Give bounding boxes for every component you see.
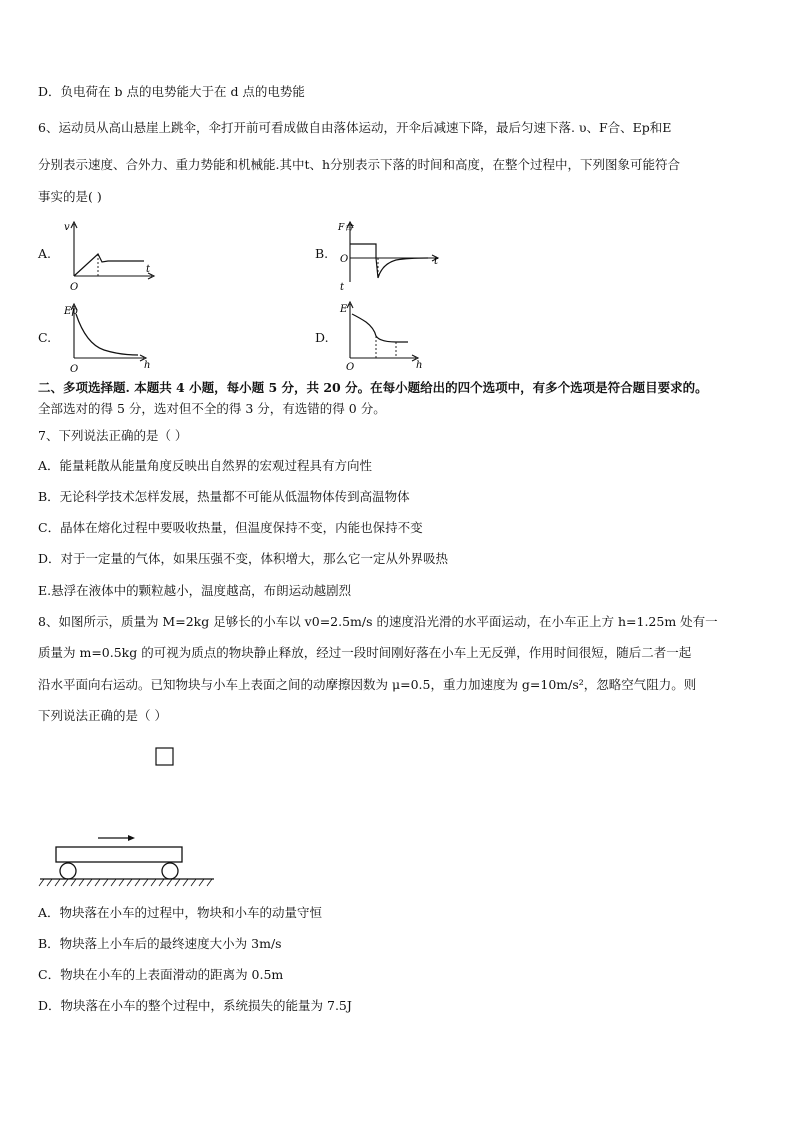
q6-graph-b-ylabel: F合 (338, 223, 354, 233)
q8-stem-line3: 沿水平面向右运动。已知物块与小车上表面之间的动摩擦因数为 μ=0.5，重力加速度为 g=10m/s²，忽略空气阻力。则 (38, 677, 697, 692)
q8-option-b: B．物块落上小车后的最终速度大小为 3m/s (38, 936, 282, 951)
q6-graph-c-origin: O (70, 364, 79, 375)
cart-wheel-left (60, 863, 76, 879)
q6-graph-c (60, 300, 160, 375)
q6-graph-b-origin: O (340, 254, 349, 265)
q6-graph-d-origin: O (346, 362, 355, 373)
q8-cart-diagram (36, 740, 226, 890)
q6-graph-a-xlabel: t (146, 264, 151, 275)
q7-option-c: C．晶体在熔化过程中要吸收热量，但温度保持不变，内能也保持不变 (38, 520, 423, 535)
q8-option-a: A．物块落在小车的过程中，物块和小车的动量守恒 (38, 905, 323, 920)
q7-option-b: B．无论科学技术怎样发展，热量都不可能从低温物体传到高温物体 (38, 489, 410, 504)
cart-wheel-right (162, 863, 178, 879)
q7-stem: 7、下列说法正确的是（ ） (38, 428, 188, 443)
q8-stem-line2: 质量为 m=0.5kg 的可视为质点的物块静止释放，经过一段时间刚好落在小车上无反弹，作用时间很短，随后二者一起 (38, 645, 692, 660)
q6-graph-c-xlabel: h (144, 360, 151, 371)
q6-option-b-label: B. (315, 246, 329, 261)
q6-option-c-label: C. (38, 330, 52, 345)
q6-graph-b (336, 220, 446, 292)
cart-body (56, 847, 182, 862)
q6-stem-line2: 分别表示速度、合外力、重力势能和机械能.其中t、h分别表示下落的时间和高度，在整个过程中，下列图象可能符合 (38, 157, 681, 172)
q6-graph-d-ylabel: E (340, 304, 348, 315)
section2-heading-line2: 全部选对的得 5 分，选对但不全的得 3 分，有选错的得 0 分。 (38, 401, 386, 416)
q6-option-d-label: D. (315, 330, 329, 345)
q6-graph-d-xlabel: h (416, 360, 423, 371)
q6-graph-a-origin: O (70, 282, 79, 293)
q7-option-a: A．能量耗散从能量角度反映出自然界的宏观过程具有方向性 (38, 458, 373, 473)
q6-graph-c-ylabel: Ep (64, 306, 78, 317)
q6-stem-line1: 6、运动员从高山悬崖上跳伞，伞打开前可看成做自由落体运动，开伞后减速下降，最后匀速下落. υ、F合、Ep和E (38, 120, 672, 135)
q5-option-d: D．负电荷在 b 点的电势能大于在 d 点的电势能 (38, 84, 305, 99)
q6-graph-a (60, 218, 160, 293)
q6-graph-b-extra: t (340, 282, 345, 293)
falling-block (156, 748, 173, 765)
q8-stem-line4: 下列说法正确的是（ ） (38, 708, 167, 723)
q7-option-e: E.悬浮在液体中的颗粒越小，温度越高，布朗运动越剧烈 (38, 583, 352, 598)
q6-graph-a-ylabel: v (64, 222, 70, 233)
ground (39, 879, 214, 886)
q7-option-d: D．对于一定量的气体，如果压强不变，体积增大，那么它一定从外界吸热 (38, 551, 449, 566)
q8-stem-line1: 8、如图所示，质量为 M=2kg 足够长的小车以 v0=2.5m/s 的速度沿光滑的水平面运动，在小车正上方 h=1.25m 处有一 (38, 614, 718, 629)
q8-option-c: C．物块在小车的上表面滑动的距离为 0.5m (38, 967, 284, 982)
q8-option-d: D．物块落在小车的整个过程中，系统损失的能量为 7.5J (38, 998, 352, 1013)
q6-graph-d (336, 298, 436, 373)
q6-graph-b-xlabel: t (434, 256, 439, 267)
section2-heading-line1: 二、多项选择题. 本题共 4 小题，每小题 5 分，共 20 分。在每小题给出的四个选项中，有多个选项是符合题目要求的。 (38, 380, 708, 395)
q6-stem-line3: 事实的是( ) (38, 189, 102, 204)
q6-option-a-label: A. (38, 246, 52, 261)
